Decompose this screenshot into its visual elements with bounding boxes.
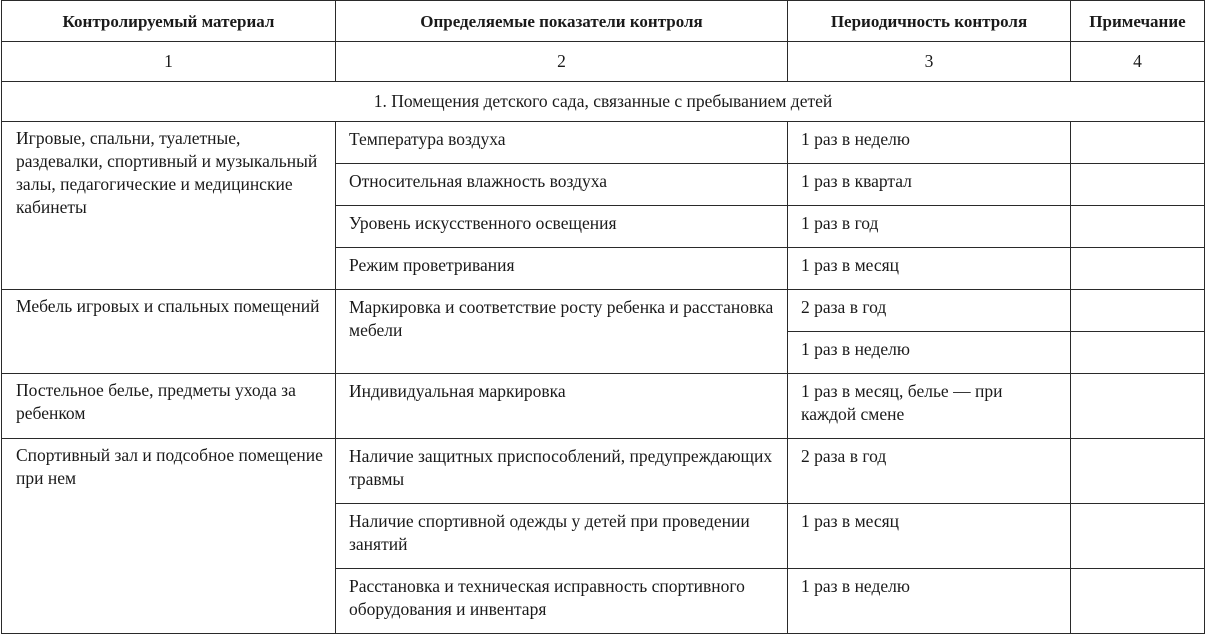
note-cell: [1071, 332, 1205, 374]
indicator-cell: Расстановка и техническая исправность спортивного оборудования и инвентаря: [336, 569, 788, 634]
table-row: [2, 374, 1205, 439]
note-cell: [1071, 122, 1205, 164]
section-row: [2, 82, 1205, 122]
period-cell: 2 раза в год: [788, 290, 1071, 332]
header-indicators: Определяемые показатели контроля: [336, 1, 788, 42]
period-cell: 1 раз в неделю: [788, 122, 1071, 164]
period-cell: 1 раз в год: [788, 206, 1071, 248]
control-table: [1, 0, 1205, 634]
period-cell: 1 раз в квартал: [788, 164, 1071, 206]
column-number: 3: [788, 42, 1071, 82]
material-cell: Мебель игровых и спальных помещений: [2, 290, 336, 374]
section-title: 1. Помещения детского сада, связанные с пребыванием детей: [2, 82, 1205, 122]
indicator-cell: Наличие спортивной одежды у детей при проведении занятий: [336, 504, 788, 569]
note-cell: [1071, 164, 1205, 206]
note-cell: [1071, 374, 1205, 439]
note-cell: [1071, 569, 1205, 634]
column-number: 1: [2, 42, 336, 82]
period-cell: 1 раз в месяц: [788, 504, 1071, 569]
material-cell: Спортивный зал и подсобное помещение при нем: [2, 439, 336, 634]
header-periodicity: Периодичность контроля: [788, 1, 1071, 42]
period-cell: 1 раз в месяц, белье — при каждой смене: [788, 374, 1071, 439]
header-row: [2, 1, 1205, 42]
indicator-cell: Уровень искусственного освещения: [336, 206, 788, 248]
note-cell: [1071, 439, 1205, 504]
period-cell: 1 раз в неделю: [788, 332, 1071, 374]
period-cell: 1 раз в неделю: [788, 569, 1071, 634]
note-cell: [1071, 206, 1205, 248]
note-cell: [1071, 248, 1205, 290]
indicator-cell: Режим проветривания: [336, 248, 788, 290]
table-row: [2, 290, 1205, 332]
period-cell: 1 раз в месяц: [788, 248, 1071, 290]
material-cell: Постельное белье, предметы ухода за ребенком: [2, 374, 336, 439]
note-cell: [1071, 504, 1205, 569]
indicator-cell: Маркировка и соответствие росту ребенка и расстановка мебели: [336, 290, 788, 374]
indicator-cell: Температура воздуха: [336, 122, 788, 164]
period-cell: 2 раза в год: [788, 439, 1071, 504]
header-note: Примечание: [1071, 1, 1205, 42]
column-number: 2: [336, 42, 788, 82]
table-row: [2, 439, 1205, 504]
column-number: 4: [1071, 42, 1205, 82]
header-material: Контролируемый материал: [2, 1, 336, 42]
indicator-cell: Относительная влажность воздуха: [336, 164, 788, 206]
material-cell: Игровые, спальни, туалетные, раздевалки, спортивный и музыкальный залы, педагогические и медицинские кабинеты: [2, 122, 336, 290]
column-numbers-row: [2, 42, 1205, 82]
indicator-cell: Индивидуальная маркировка: [336, 374, 788, 439]
note-cell: [1071, 290, 1205, 332]
table-row: [2, 122, 1205, 164]
indicator-cell: Наличие защитных приспособлений, предупреждающих травмы: [336, 439, 788, 504]
